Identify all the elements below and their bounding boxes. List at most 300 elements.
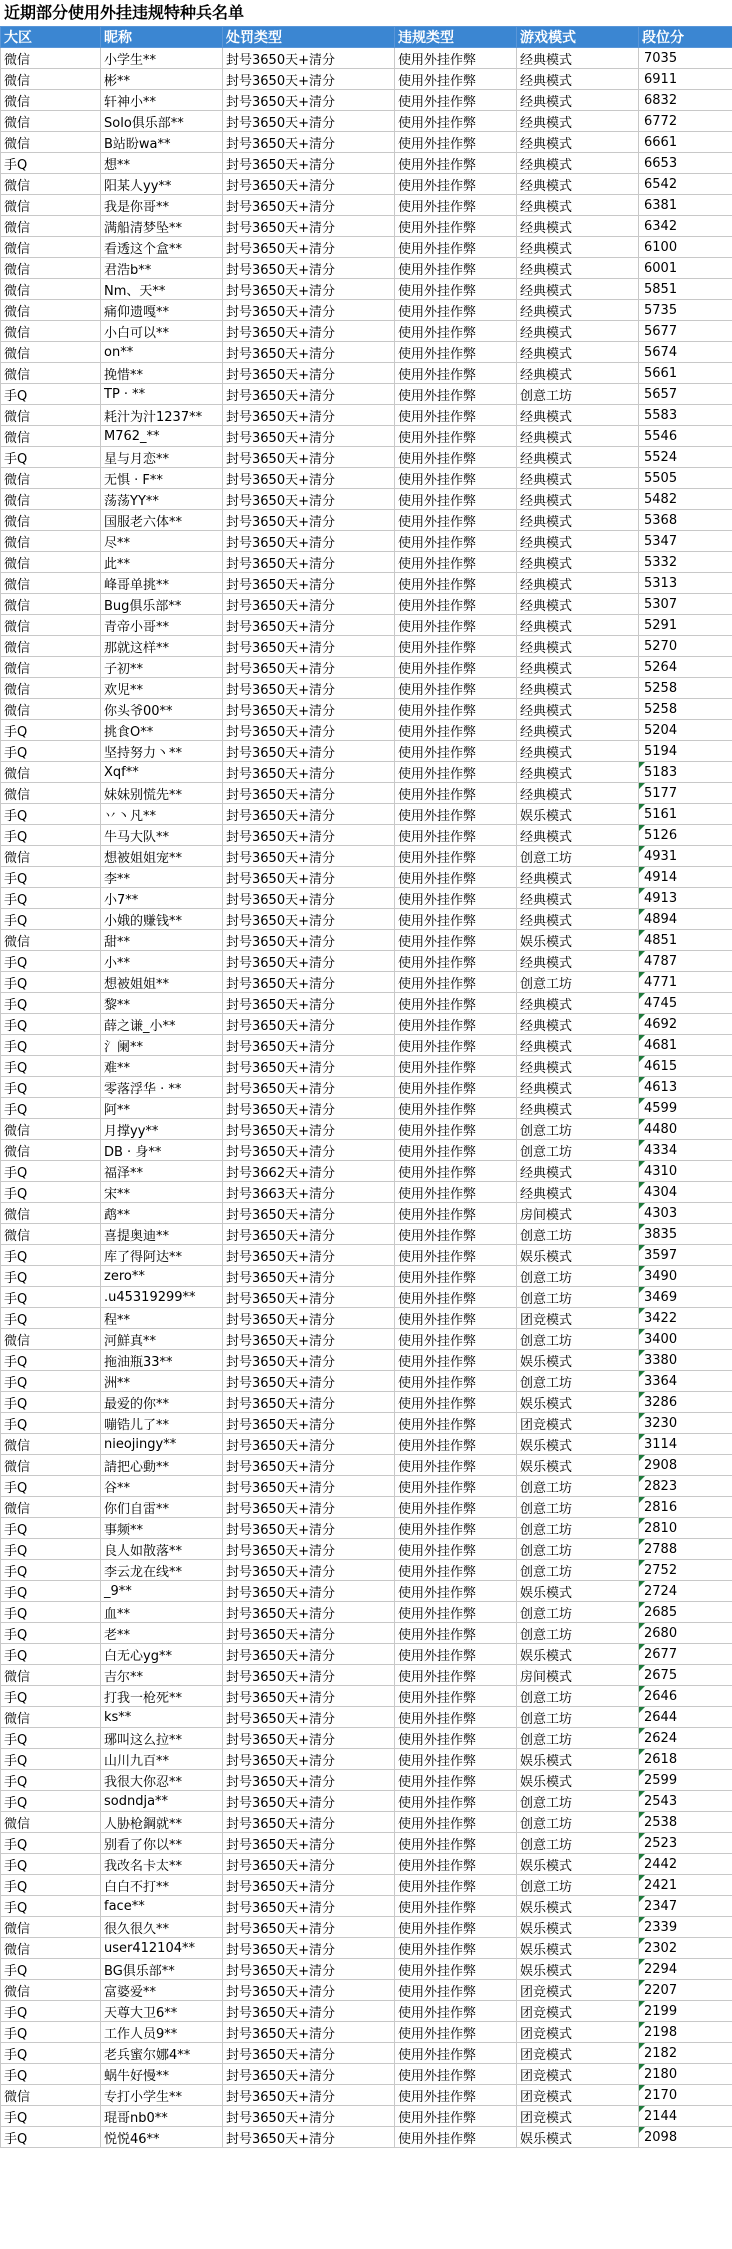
cell-region: 微信 (1, 552, 101, 573)
cell-rank-score: 5505 (639, 468, 732, 489)
cell-region: 微信 (1, 216, 101, 237)
cell-region: 微信 (1, 678, 101, 699)
cell-game-mode: 娱乐模式 (517, 930, 639, 951)
cell-violation-type: 使用外挂作弊 (395, 804, 517, 825)
cell-game-mode: 创意工坊 (517, 1224, 639, 1245)
cell-region: 手Q (1, 993, 101, 1014)
cell-game-mode: 娱乐模式 (517, 1350, 639, 1371)
cell-region: 手Q (1, 1875, 101, 1896)
table-row (1, 657, 732, 678)
cell-rank-score: 5204 (639, 720, 732, 741)
table-row (1, 888, 732, 909)
cell-marker-icon (639, 2043, 645, 2049)
page-title: 近期部分使用外挂违规特种兵名单 (4, 3, 245, 22)
cell-game-mode: 经典模式 (517, 993, 639, 1014)
cell-nickname: 君浩b** (101, 258, 223, 279)
table-row (1, 2085, 732, 2106)
cell-nickname: 蜗牛好慢** (101, 2064, 223, 2085)
cell-game-mode: 经典模式 (517, 489, 639, 510)
cell-penalty-type: 封号3650天+清分 (223, 279, 395, 300)
table-row (1, 1035, 732, 1056)
cell-rank-score: 2207 (639, 1980, 732, 2001)
table-row (1, 2106, 732, 2127)
cell-nickname: Solo俱乐部** (101, 111, 223, 132)
cell-violation-type: 使用外挂作弊 (395, 153, 517, 174)
cell-violation-type: 使用外挂作弊 (395, 1623, 517, 1644)
cell-violation-type: 使用外挂作弊 (395, 405, 517, 426)
cell-marker-icon (639, 783, 645, 789)
cell-violation-type: 使用外挂作弊 (395, 258, 517, 279)
cell-marker-icon (639, 1623, 645, 1629)
cell-nickname: 悦悦46** (101, 2127, 223, 2148)
cell-rank-score: 4771 (639, 972, 732, 993)
cell-nickname: 挽惜** (101, 363, 223, 384)
cell-rank-score: 6653 (639, 153, 732, 174)
cell-violation-type: 使用外挂作弊 (395, 1581, 517, 1602)
cell-game-mode: 创意工坊 (517, 384, 639, 405)
cell-violation-type: 使用外挂作弊 (395, 1329, 517, 1350)
cell-game-mode: 经典模式 (517, 405, 639, 426)
cell-marker-icon (639, 1203, 645, 1209)
cell-game-mode: 团竞模式 (517, 2085, 639, 2106)
cell-penalty-type: 封号3650天+清分 (223, 384, 395, 405)
cell-rank-score: 3422 (639, 1308, 732, 1329)
cell-marker-icon (639, 1308, 645, 1314)
cell-game-mode: 团竞模式 (517, 1413, 639, 1434)
cell-penalty-type: 封号3650天+清分 (223, 2043, 395, 2064)
header-violation-type: 违规类型 (395, 27, 517, 48)
cell-penalty-type: 封号3650天+清分 (223, 1287, 395, 1308)
cell-violation-type: 使用外挂作弊 (395, 1014, 517, 1035)
cell-region: 手Q (1, 1896, 101, 1917)
cell-penalty-type: 封号3650天+清分 (223, 699, 395, 720)
cell-region: 微信 (1, 342, 101, 363)
cell-marker-icon (639, 1287, 645, 1293)
cell-violation-type: 使用外挂作弊 (395, 699, 517, 720)
cell-game-mode: 经典模式 (517, 174, 639, 195)
cell-rank-score: 2599 (639, 1770, 732, 1791)
table-row (1, 1665, 732, 1686)
cell-rank-score: 2302 (639, 1938, 732, 1959)
cell-marker-icon (639, 1077, 645, 1083)
cell-game-mode: 经典模式 (517, 741, 639, 762)
cell-violation-type: 使用外挂作弊 (395, 909, 517, 930)
cell-rank-score: 2523 (639, 1833, 732, 1854)
cell-nickname: 氵阑** (101, 1035, 223, 1056)
cell-rank-score: 5126 (639, 825, 732, 846)
cell-region: 微信 (1, 405, 101, 426)
cell-region: 微信 (1, 1812, 101, 1833)
cell-rank-score: 5482 (639, 489, 732, 510)
cell-game-mode: 经典模式 (517, 552, 639, 573)
cell-marker-icon (639, 1266, 645, 1272)
cell-rank-score: 2442 (639, 1854, 732, 1875)
cell-nickname: 嘣锆儿了** (101, 1413, 223, 1434)
cell-violation-type: 使用外挂作弊 (395, 489, 517, 510)
cell-penalty-type: 封号3650天+清分 (223, 993, 395, 1014)
cell-nickname: TP · ** (101, 384, 223, 405)
table-row (1, 195, 732, 216)
cell-penalty-type: 封号3650天+清分 (223, 1686, 395, 1707)
cell-region: 微信 (1, 657, 101, 678)
cell-rank-score: 4692 (639, 1014, 732, 1035)
cell-rank-score: 4894 (639, 909, 732, 930)
header-rank-score: 段位分 (639, 27, 732, 48)
cell-rank-score: 2199 (639, 2001, 732, 2022)
cell-rank-score: 6661 (639, 132, 732, 153)
cell-nickname: 富婆爱** (101, 1980, 223, 2001)
cell-nickname: 工作人员9** (101, 2022, 223, 2043)
cell-nickname: 丷丶凡** (101, 804, 223, 825)
cell-game-mode: 创意工坊 (517, 846, 639, 867)
cell-region: 微信 (1, 195, 101, 216)
cell-region: 手Q (1, 1560, 101, 1581)
cell-violation-type: 使用外挂作弊 (395, 993, 517, 1014)
cell-violation-type: 使用外挂作弊 (395, 1875, 517, 1896)
cell-rank-score: 4310 (639, 1161, 732, 1182)
cell-nickname: 库了得阿达** (101, 1245, 223, 1266)
cell-penalty-type: 封号3650天+清分 (223, 1539, 395, 1560)
cell-violation-type: 使用外挂作弊 (395, 363, 517, 384)
cell-region: 手Q (1, 888, 101, 909)
cell-game-mode: 经典模式 (517, 762, 639, 783)
cell-game-mode: 创意工坊 (517, 1728, 639, 1749)
cell-rank-score: 5524 (639, 447, 732, 468)
cell-marker-icon (639, 1392, 645, 1398)
cell-violation-type: 使用外挂作弊 (395, 1602, 517, 1623)
cell-rank-score: 2675 (639, 1665, 732, 1686)
cell-game-mode: 经典模式 (517, 783, 639, 804)
cell-rank-score: 2294 (639, 1959, 732, 1980)
cell-rank-score: 2823 (639, 1476, 732, 1497)
table-row (1, 825, 732, 846)
cell-rank-score: 2543 (639, 1791, 732, 1812)
cell-penalty-type: 封号3650天+清分 (223, 426, 395, 447)
table-row (1, 1182, 732, 1203)
cell-rank-score: 3230 (639, 1413, 732, 1434)
cell-game-mode: 经典模式 (517, 321, 639, 342)
cell-violation-type: 使用外挂作弊 (395, 1539, 517, 1560)
table-row (1, 1329, 732, 1350)
cell-violation-type: 使用外挂作弊 (395, 741, 517, 762)
cell-marker-icon (639, 1371, 645, 1377)
cell-violation-type: 使用外挂作弊 (395, 1959, 517, 1980)
cell-penalty-type: 封号3650天+清分 (223, 846, 395, 867)
cell-nickname: 子初** (101, 657, 223, 678)
cell-game-mode: 娱乐模式 (517, 1917, 639, 1938)
cell-nickname: 河鮮真** (101, 1329, 223, 1350)
cell-rank-score: 5735 (639, 300, 732, 321)
cell-game-mode: 经典模式 (517, 867, 639, 888)
header-row (1, 27, 732, 48)
cell-region: 微信 (1, 1329, 101, 1350)
cell-marker-icon (639, 1875, 645, 1881)
cell-nickname: 很久很久** (101, 1917, 223, 1938)
cell-game-mode: 创意工坊 (517, 1833, 639, 1854)
cell-rank-score: 2339 (639, 1917, 732, 1938)
cell-nickname: 轩神小** (101, 90, 223, 111)
cell-game-mode: 经典模式 (517, 657, 639, 678)
cell-marker-icon (639, 2064, 645, 2070)
table-row (1, 153, 732, 174)
cell-region: 微信 (1, 846, 101, 867)
cell-violation-type: 使用外挂作弊 (395, 1854, 517, 1875)
cell-region: 微信 (1, 2085, 101, 2106)
cell-game-mode: 经典模式 (517, 888, 639, 909)
table-row (1, 1707, 732, 1728)
cell-rank-score: 5332 (639, 552, 732, 573)
cell-game-mode: 娱乐模式 (517, 1581, 639, 1602)
cell-nickname: 想被姐姐** (101, 972, 223, 993)
cell-nickname: 程** (101, 1308, 223, 1329)
cell-marker-icon (639, 1455, 645, 1461)
cell-penalty-type: 封号3650天+清分 (223, 552, 395, 573)
table-row (1, 1413, 732, 1434)
cell-nickname: 最爱的你** (101, 1392, 223, 1413)
cell-marker-icon (639, 804, 645, 810)
cell-region: 微信 (1, 699, 101, 720)
table-row (1, 783, 732, 804)
cell-game-mode: 创意工坊 (517, 1623, 639, 1644)
cell-violation-type: 使用外挂作弊 (395, 1350, 517, 1371)
cell-game-mode: 经典模式 (517, 111, 639, 132)
header-penalty-type: 处罚类型 (223, 27, 395, 48)
cell-marker-icon (639, 1224, 645, 1230)
cell-game-mode: 经典模式 (517, 510, 639, 531)
cell-nickname: M762_** (101, 426, 223, 447)
table-row (1, 531, 732, 552)
table-row (1, 1434, 732, 1455)
cell-marker-icon (639, 1959, 645, 1965)
cell-penalty-type: 封号3650天+清分 (223, 342, 395, 363)
cell-region: 微信 (1, 1917, 101, 1938)
cell-rank-score: 2098 (639, 2127, 732, 2148)
cell-penalty-type: 封号3650天+清分 (223, 69, 395, 90)
cell-rank-score: 6381 (639, 195, 732, 216)
cell-marker-icon (639, 1182, 645, 1188)
cell-rank-score: 3286 (639, 1392, 732, 1413)
table-row (1, 1056, 732, 1077)
cell-penalty-type: 封号3650天+清分 (223, 1140, 395, 1161)
table-row (1, 762, 732, 783)
cell-region: 手Q (1, 909, 101, 930)
table-row (1, 972, 732, 993)
cell-penalty-type: 封号3650天+清分 (223, 594, 395, 615)
cell-marker-icon (639, 1434, 645, 1440)
cell-violation-type: 使用外挂作弊 (395, 783, 517, 804)
cell-rank-score: 4914 (639, 867, 732, 888)
table-row (1, 90, 732, 111)
cell-game-mode: 经典模式 (517, 678, 639, 699)
cell-nickname: 吉尔** (101, 1665, 223, 1686)
cell-nickname: 想** (101, 153, 223, 174)
cell-nickname: 白白不打** (101, 1875, 223, 1896)
cell-game-mode: 创意工坊 (517, 1371, 639, 1392)
cell-rank-score: 5674 (639, 342, 732, 363)
cell-nickname: 小** (101, 951, 223, 972)
cell-game-mode: 娱乐模式 (517, 1959, 639, 1980)
cell-marker-icon (639, 846, 645, 852)
cell-violation-type: 使用外挂作弊 (395, 1938, 517, 1959)
table-row (1, 1539, 732, 1560)
table-row (1, 1014, 732, 1035)
cell-region: 微信 (1, 489, 101, 510)
cell-region: 手Q (1, 1014, 101, 1035)
table-row (1, 1560, 732, 1581)
cell-rank-score: 5183 (639, 762, 732, 783)
table-row (1, 405, 732, 426)
cell-nickname: face** (101, 1896, 223, 1917)
cell-nickname: B站盼wa** (101, 132, 223, 153)
cell-nickname: 福泽** (101, 1161, 223, 1182)
cell-nickname: 妹妹别慌先** (101, 783, 223, 804)
cell-penalty-type: 封号3650天+清分 (223, 1329, 395, 1350)
cell-rank-score: 6832 (639, 90, 732, 111)
cell-violation-type: 使用外挂作弊 (395, 1560, 517, 1581)
cell-violation-type: 使用外挂作弊 (395, 2064, 517, 2085)
cell-rank-score: 3490 (639, 1266, 732, 1287)
cell-marker-icon (639, 2001, 645, 2007)
cell-game-mode: 经典模式 (517, 1014, 639, 1035)
cell-region: 微信 (1, 426, 101, 447)
cell-rank-score: 2182 (639, 2043, 732, 2064)
table-row (1, 636, 732, 657)
table-row (1, 510, 732, 531)
cell-rank-score: 7035 (639, 48, 732, 69)
cell-game-mode: 创意工坊 (517, 1119, 639, 1140)
cell-violation-type: 使用外挂作弊 (395, 657, 517, 678)
cell-violation-type: 使用外挂作弊 (395, 1035, 517, 1056)
table-row (1, 1455, 732, 1476)
cell-penalty-type: 封号3650天+清分 (223, 1749, 395, 1770)
cell-rank-score: 4931 (639, 846, 732, 867)
cell-region: 微信 (1, 531, 101, 552)
cell-rank-score: 4851 (639, 930, 732, 951)
cell-marker-icon (639, 993, 645, 999)
cell-rank-score: 5583 (639, 405, 732, 426)
cell-region: 手Q (1, 1791, 101, 1812)
cell-region: 手Q (1, 1077, 101, 1098)
cell-game-mode: 经典模式 (517, 615, 639, 636)
cell-region: 手Q (1, 720, 101, 741)
cell-rank-score: 5258 (639, 678, 732, 699)
table-row (1, 1728, 732, 1749)
table-row (1, 909, 732, 930)
cell-violation-type: 使用外挂作弊 (395, 111, 517, 132)
cell-region: 手Q (1, 2064, 101, 2085)
cell-rank-score: 2724 (639, 1581, 732, 1602)
cell-region: 微信 (1, 174, 101, 195)
cell-penalty-type: 封号3650天+清分 (223, 1245, 395, 1266)
cell-violation-type: 使用外挂作弊 (395, 132, 517, 153)
cell-rank-score: 4615 (639, 1056, 732, 1077)
cell-penalty-type: 封号3650天+清分 (223, 825, 395, 846)
cell-game-mode: 经典模式 (517, 1098, 639, 1119)
table-row (1, 300, 732, 321)
cell-game-mode: 经典模式 (517, 594, 639, 615)
cell-marker-icon (639, 1497, 645, 1503)
cell-rank-score: 5161 (639, 804, 732, 825)
cell-penalty-type: 封号3650天+清分 (223, 1035, 395, 1056)
cell-marker-icon (639, 867, 645, 873)
cell-violation-type: 使用外挂作弊 (395, 846, 517, 867)
cell-penalty-type: 封号3650天+清分 (223, 909, 395, 930)
cell-penalty-type: 封号3650天+清分 (223, 888, 395, 909)
table-row (1, 678, 732, 699)
cell-violation-type: 使用外挂作弊 (395, 90, 517, 111)
cell-marker-icon (639, 1119, 645, 1125)
table-row (1, 111, 732, 132)
cell-rank-score: 2685 (639, 1602, 732, 1623)
cell-nickname: 无惧 · F** (101, 468, 223, 489)
table-row (1, 1287, 732, 1308)
cell-region: 微信 (1, 762, 101, 783)
cell-rank-score: 3364 (639, 1371, 732, 1392)
cell-violation-type: 使用外挂作弊 (395, 1686, 517, 1707)
table-row (1, 1938, 732, 1959)
cell-nickname: 天尊大卫6** (101, 2001, 223, 2022)
cell-game-mode: 娱乐模式 (517, 1749, 639, 1770)
cell-violation-type: 使用外挂作弊 (395, 1749, 517, 1770)
cell-penalty-type: 封号3650天+清分 (223, 468, 395, 489)
cell-rank-score: 2538 (639, 1812, 732, 1833)
cell-marker-icon (639, 1728, 645, 1734)
cell-marker-icon (639, 1644, 645, 1650)
cell-rank-score: 5270 (639, 636, 732, 657)
cell-region: 手Q (1, 1371, 101, 1392)
cell-game-mode: 团竞模式 (517, 2001, 639, 2022)
cell-region: 手Q (1, 1035, 101, 1056)
cell-region: 微信 (1, 1119, 101, 1140)
cell-penalty-type: 封号3650天+清分 (223, 1770, 395, 1791)
cell-region: 手Q (1, 1056, 101, 1077)
cell-game-mode: 房间模式 (517, 1665, 639, 1686)
cell-penalty-type: 封号3650天+清分 (223, 1308, 395, 1329)
cell-region: 微信 (1, 930, 101, 951)
cell-region: 微信 (1, 111, 101, 132)
cell-nickname: 白无心yg** (101, 1644, 223, 1665)
cell-marker-icon (639, 1161, 645, 1167)
cell-region: 手Q (1, 447, 101, 468)
cell-game-mode: 团竞模式 (517, 1308, 639, 1329)
cell-marker-icon (639, 909, 645, 915)
cell-penalty-type: 封号3650天+清分 (223, 657, 395, 678)
cell-rank-score: 2680 (639, 1623, 732, 1644)
cell-region: 手Q (1, 1581, 101, 1602)
cell-region: 微信 (1, 1224, 101, 1245)
cell-marker-icon (639, 1539, 645, 1545)
table-row (1, 258, 732, 279)
cell-game-mode: 经典模式 (517, 69, 639, 90)
table-row (1, 2064, 732, 2085)
cell-rank-score: 4304 (639, 1182, 732, 1203)
cell-nickname: 事频** (101, 1518, 223, 1539)
cell-nickname: 我很大你忍** (101, 1770, 223, 1791)
cell-game-mode: 创意工坊 (517, 1266, 639, 1287)
cell-penalty-type: 封号3650天+清分 (223, 636, 395, 657)
table-row (1, 1602, 732, 1623)
cell-region: 手Q (1, 384, 101, 405)
cell-violation-type: 使用外挂作弊 (395, 279, 517, 300)
cell-region: 手Q (1, 1770, 101, 1791)
table-row (1, 1623, 732, 1644)
cell-nickname: 鹉** (101, 1203, 223, 1224)
cell-rank-score: 2644 (639, 1707, 732, 1728)
cell-game-mode: 经典模式 (517, 153, 639, 174)
cell-penalty-type: 封号3650天+清分 (223, 1623, 395, 1644)
cell-penalty-type: 封号3650天+清分 (223, 48, 395, 69)
cell-violation-type: 使用外挂作弊 (395, 1833, 517, 1854)
